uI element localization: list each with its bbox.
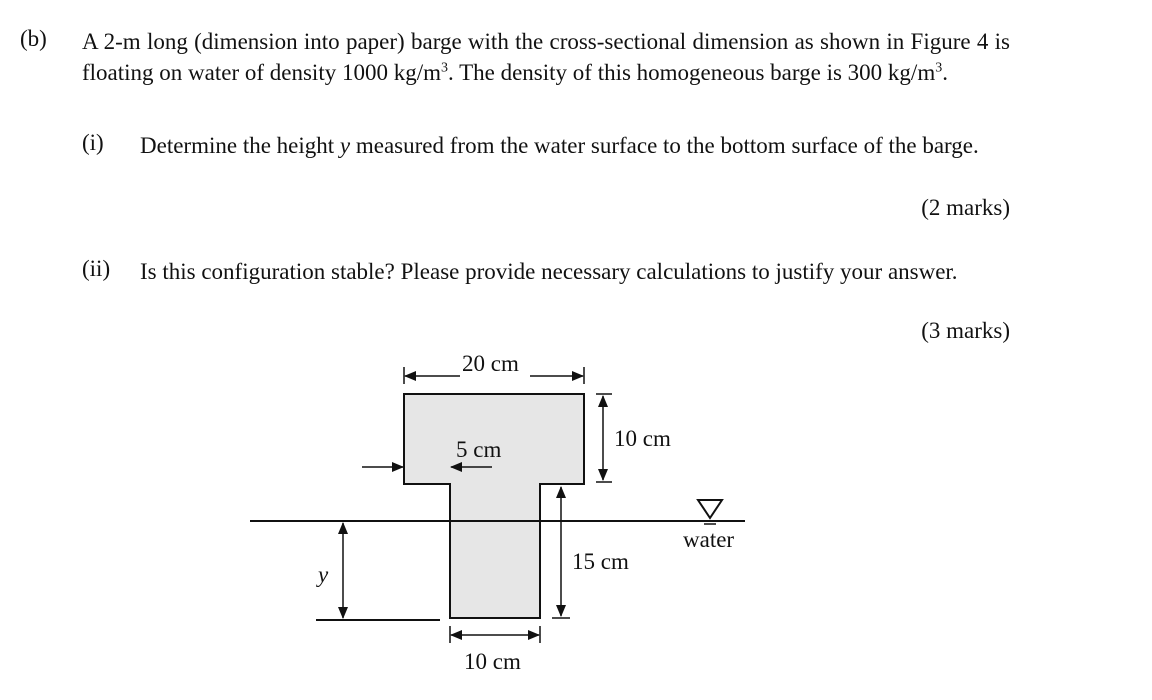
- part-b-text-2: . The density of this homogeneous barge is 300 kg/m: [448, 60, 936, 85]
- part-b-sup-1: 3: [441, 60, 448, 76]
- part-b-label: (b): [20, 26, 47, 51]
- barge-shape: [404, 394, 584, 618]
- part-ii-text: Is this configuration stable? Please provide necessary calculations to justify your answer.: [140, 259, 958, 284]
- part-b-sup-2: 3: [935, 60, 943, 76]
- dim-overhang-label: 5 cm: [456, 437, 502, 462]
- dim-stem-height-label: 15 cm: [572, 549, 629, 574]
- part-i-text-1: Determine the height: [140, 133, 340, 158]
- dim-top-height-label: 10 cm: [614, 426, 671, 451]
- part-ii-marks: (3 marks): [921, 318, 1010, 343]
- part-i-var: y: [339, 133, 351, 158]
- part-ii-label: (ii): [82, 256, 111, 281]
- dim-stem-width-label: 10 cm: [464, 649, 521, 674]
- part-i-text-2: measured from the water surface to the bottom surface of the barge.: [350, 133, 979, 158]
- water-label: water: [683, 527, 735, 552]
- part-b-text-1: A 2-m long (dimension into paper) barge with the cross-sectional dimension as shown in Figure 4 is floating on water of density 1000 kg/m: [82, 29, 1010, 85]
- part-b-text-3: .: [942, 60, 948, 85]
- dim-y-label: y: [318, 562, 329, 587]
- part-i-label: (i): [82, 130, 104, 155]
- dim-top-width-label: 20 cm: [462, 351, 519, 376]
- part-i-marks: (2 marks): [921, 195, 1010, 220]
- water-level-icon: [698, 500, 722, 518]
